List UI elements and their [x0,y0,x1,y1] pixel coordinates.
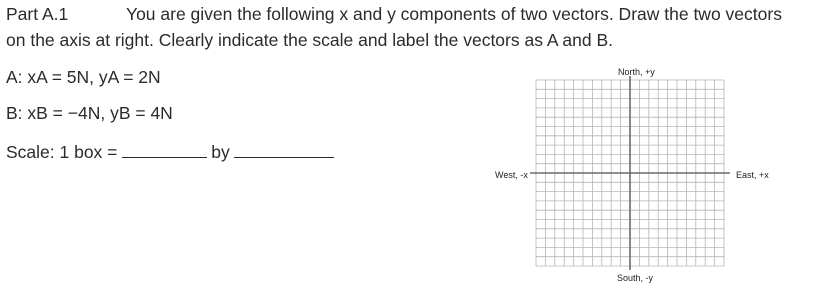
instruction-text-1: You are given the following x and y components of two vectors. Draw the two vectors [126,4,782,24]
east-axis-label: East, +x [736,170,769,180]
part-label: Part A.1 [6,4,69,24]
vector-a-components: A: xA = 5N, yA = 2N [6,67,161,87]
north-axis-label: North, +y [618,67,655,77]
instruction-line-1 [6,2,782,26]
west-axis-label: West, -x [495,170,528,180]
scale-blank-1[interactable] [122,141,207,158]
grid-graphic[interactable] [530,76,730,270]
instruction-line-2: on the axis at right. Clearly indicate the scale and label the vectors as A and B. [6,30,614,50]
scale-line [6,140,334,164]
scale-blank-2[interactable] [234,141,334,158]
vector-b-components: B: xB = −4N, yB = 4N [6,103,173,123]
south-axis-label: South, -y [617,273,654,283]
scale-connector: by [211,142,230,162]
scale-label: Scale: 1 box = [6,142,118,162]
coordinate-grid[interactable] [530,76,730,270]
